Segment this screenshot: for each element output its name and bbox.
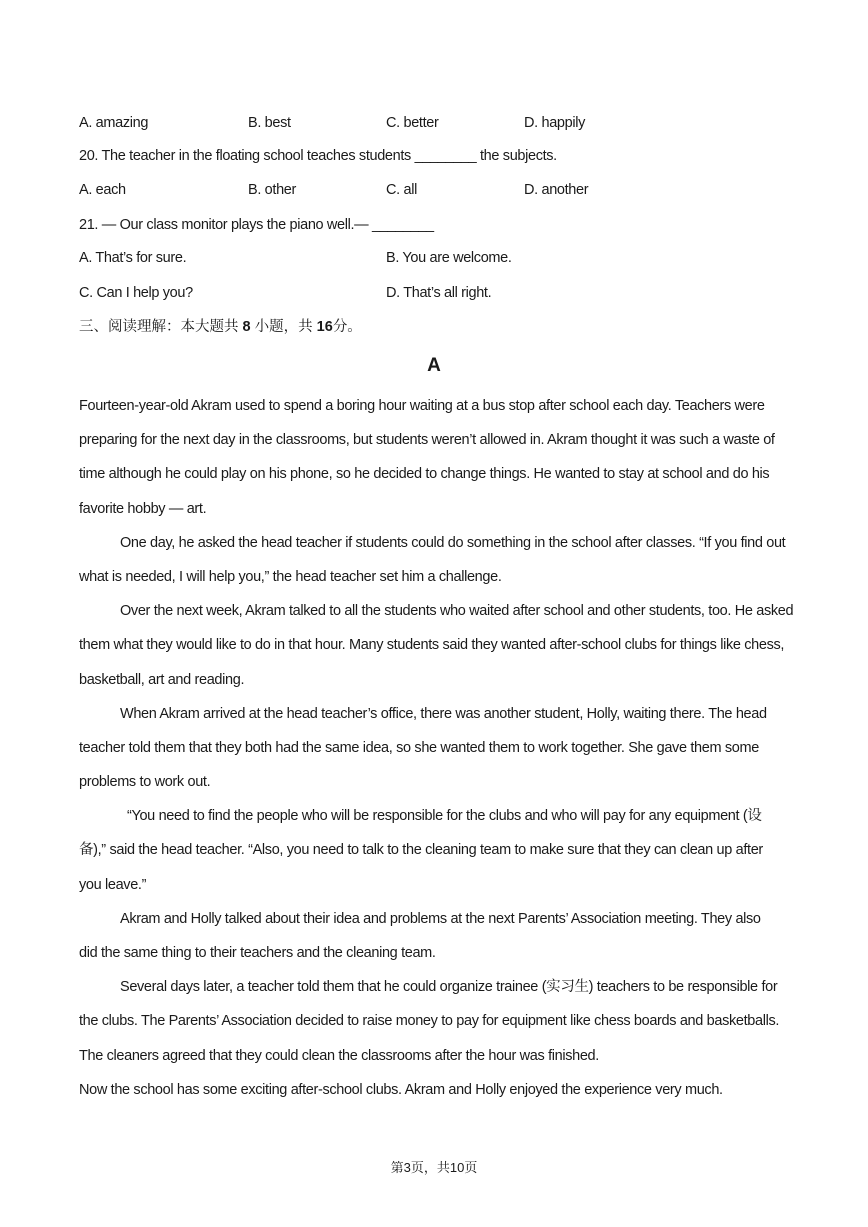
q20-stem: 20. The teacher in the floating school teaches students ________ the subjects. — [79, 148, 557, 164]
passage-line: time although he could play on his phone, so he decided to change things. He wanted to stay at school and do his — [79, 466, 770, 483]
passage-line: Several days later, a teacher told them that he could organize trainee (实习生) teachers to be responsible for — [120, 979, 778, 996]
page-footer: 第3页，共10页 — [390, 1160, 478, 1175]
q19-option-a: A. amazing — [79, 115, 149, 131]
q20-option-d: D. another — [524, 182, 589, 198]
passage-line: basketball, art and reading. — [79, 671, 245, 688]
passage-line: preparing for the next day in the classrooms, but students weren’t allowed in. Akram thought it was such a waste of — [79, 432, 775, 449]
passage-line: did the same thing to their teachers and the cleaning team. — [79, 945, 436, 961]
q21-option-a: A. That’s for sure. — [79, 250, 187, 266]
passage-line: Fourteen-year-old Akram used to spend a boring hour waiting at a bus stop after school each day. Teachers were — [79, 398, 765, 414]
passage-line: Now the school has some exciting after-school clubs. Akram and Holly enjoyed the experience very much. — [79, 1081, 723, 1098]
q21-option-d: D. That’s all right. — [386, 285, 492, 301]
q20-option-c: C. all — [386, 182, 417, 198]
passage-line: The cleaners agreed that they could clean the classrooms after the hour was finished. — [79, 1047, 599, 1064]
q19-option-b: B. best — [248, 115, 291, 131]
passage-line: what is needed, I will help you,” the head teacher set him a challenge. — [79, 568, 502, 585]
passage-line: Over the next week, Akram talked to all the students who waited after school and other students, too. He asked — [120, 603, 794, 620]
passage-title: A — [427, 355, 441, 376]
q21-option-b: B. You are welcome. — [386, 250, 512, 266]
passage-line: teacher told them that they both had the same idea, so she wanted them to work together. She gave them some — [79, 739, 759, 756]
passage-line: One day, he asked the head teacher if students could do something in the school after classes. “If you find out — [120, 534, 786, 551]
passage-line: 备),” said the head teacher. “Also, you need to talk to the cleaning team to make sure that they can clean up after — [79, 842, 763, 859]
passage-line: you leave.” — [79, 876, 147, 893]
q21-stem: 21. — Our class monitor plays the piano well.— ________ — [79, 217, 434, 233]
q20-option-b: B. other — [248, 182, 296, 198]
passage-line: “You need to find the people who will be responsible for the clubs and who will pay for any equipment (设 — [127, 808, 762, 825]
section-question-count: 8 — [242, 319, 251, 335]
section-heading — [79, 318, 362, 336]
section-score: 16 — [316, 319, 333, 335]
passage-line: favorite hobby — art. — [79, 500, 207, 517]
q19-option-d: D. happily — [524, 115, 585, 131]
q20-option-a: A. each — [79, 182, 126, 198]
passage-line: the clubs. The Parents’ Association decided to raise money to pay for equipment like chess boards and basketballs. — [79, 1013, 780, 1030]
section-heading-mid: 小题，共 — [250, 319, 317, 335]
q19-option-c: C. better — [386, 115, 439, 131]
passage-line: Akram and Holly talked about their idea and problems at the next Parents’ Association meeting. They also — [120, 910, 761, 927]
passage-body — [79, 389, 794, 1107]
passage-line: problems to work out. — [79, 774, 211, 791]
section-heading-post: 分。 — [332, 319, 362, 335]
section-heading-pre: 三、阅读理解：本大题共 — [79, 319, 243, 335]
q21-option-c: C. Can I help you? — [79, 285, 193, 301]
passage-line: When Akram arrived at the head teacher’s office, there was another student, Holly, waiting there. The head — [120, 705, 767, 722]
passage-line: them what they would like to do in that hour. Many students said they wanted after-school clubs for things like chess, — [79, 637, 785, 654]
